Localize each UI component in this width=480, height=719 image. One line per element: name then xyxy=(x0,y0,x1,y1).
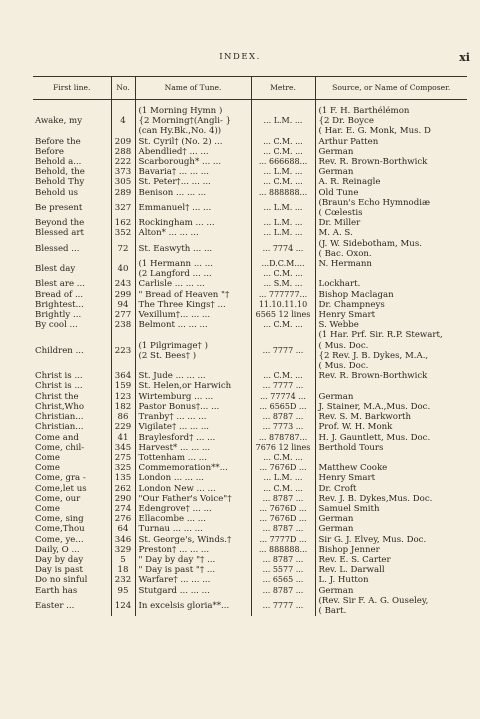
first-line-cell: Day is past xyxy=(33,565,111,575)
source-cell: Dr. Miller xyxy=(318,218,361,229)
tune-name-cell: Stutgard ... ... ... xyxy=(135,586,251,596)
first-line-cell: Christ is ... xyxy=(33,371,111,381)
number-cell: 305 xyxy=(111,177,135,187)
table-header-row xyxy=(33,77,467,100)
number-cell: 288 xyxy=(111,147,135,157)
metre-cell: ... 6565 ... xyxy=(251,575,315,585)
tune-name-cell: Wirtemburg ... ... xyxy=(135,392,251,402)
table-row xyxy=(33,300,467,310)
number-cell: 64 xyxy=(111,524,135,534)
first-line-cell: Beyond the xyxy=(33,218,111,228)
table-row xyxy=(33,473,467,483)
table-row xyxy=(33,433,467,443)
table-row xyxy=(33,596,467,606)
source-cell: M. A. S. xyxy=(318,228,353,239)
source-cell: German xyxy=(318,514,354,525)
metre-cell: ... C.M. ... xyxy=(251,147,315,157)
metre-cell: ... S.M. ... xyxy=(251,279,315,289)
table-row xyxy=(33,106,467,116)
metre-cell: ... 7777 ... xyxy=(251,330,315,371)
first-line-cell: Come, our xyxy=(33,494,111,504)
source-cell: (Rev. Sir F. A. G. Ouseley, xyxy=(318,595,429,606)
first-line-cell: Christ is ... xyxy=(33,381,111,391)
first-line-cell: Before xyxy=(33,147,111,157)
number-cell: 95 xyxy=(111,586,135,596)
table-row xyxy=(33,514,467,524)
number-cell: 276 xyxy=(111,514,135,524)
source-cell: ( Bac. Oxon. xyxy=(318,248,372,259)
first-line-cell: Blest are ... xyxy=(33,279,111,289)
table-row xyxy=(33,565,467,575)
source-cell: Henry Smart xyxy=(318,310,376,321)
table-row xyxy=(33,443,467,453)
number-cell: 124 xyxy=(111,596,135,616)
source-cell: H. J. Gauntlett, Mus. Doc. xyxy=(318,432,431,443)
column-header-first-line: First line. xyxy=(33,77,111,100)
number-cell: 182 xyxy=(111,402,135,412)
first-line-cell: Come xyxy=(33,463,111,473)
tune-name-cell: St. Helen,or Harwich xyxy=(135,381,251,391)
source-cell: Berthold Tours xyxy=(318,442,384,453)
source-cell: Prof. W. H. Monk xyxy=(318,422,393,433)
source-cell: (Braun's Echo Hymnodiæ xyxy=(318,197,431,208)
tune-name-cell: Tranby† ... ... ... xyxy=(135,412,251,422)
number-cell: 325 xyxy=(111,463,135,473)
tune-name-cell: (can Hy.Bk.,No. 4)) xyxy=(135,126,251,136)
metre-cell: ... 888888... xyxy=(251,188,315,198)
tune-name-cell: " Day by day "† ... xyxy=(135,555,251,565)
metre-cell: ... L.M. ... xyxy=(251,198,315,218)
source-cell: Sir G. J. Elvey, Mus. Doc. xyxy=(318,534,427,545)
number-cell: 162 xyxy=(111,218,135,228)
number-cell: 18 xyxy=(111,565,135,575)
first-line-cell: Christ the xyxy=(33,392,111,402)
source-cell: Lockhart. xyxy=(318,279,361,290)
tune-name-cell: St. Peter†... ... ... xyxy=(135,177,251,187)
table-row xyxy=(33,453,467,463)
number-cell: 232 xyxy=(111,575,135,585)
metre-cell: ... 8787 ... xyxy=(251,494,315,504)
tune-name-cell: (1 Hermann ... ... xyxy=(135,259,251,269)
tune-name-cell: London New ... ... xyxy=(135,484,251,494)
table-row xyxy=(33,137,467,147)
metre-cell: ... C.M. ... xyxy=(251,371,315,381)
number-cell: 290 xyxy=(111,494,135,504)
table-row xyxy=(33,157,467,167)
source-cell: (1 Har. Prf. Sir. R.P. Stewart, xyxy=(318,330,443,341)
tune-name-cell: St. Cyril† (No. 2) ... xyxy=(135,137,251,147)
first-line-cell: Come and xyxy=(33,433,111,443)
metre-cell: ... 6565D ... xyxy=(251,402,315,412)
column-header-source: Source, or Name of Composer. xyxy=(315,77,467,100)
first-line-cell: Come,let us xyxy=(33,484,111,494)
source-cell: Matthew Cooke xyxy=(318,463,388,474)
tune-name-cell: Vigilate† ... ... ... xyxy=(135,422,251,432)
number-cell: 135 xyxy=(111,473,135,483)
source-cell: Rev. S. M. Barkworth xyxy=(318,412,412,423)
table-row xyxy=(33,198,467,208)
tune-name-cell: Commemoration**... xyxy=(135,463,251,473)
tune-name-cell: Turnau ... ... ... xyxy=(135,524,251,534)
number-cell: 345 xyxy=(111,443,135,453)
number-cell: 277 xyxy=(111,310,135,320)
metre-cell: 7676 12 lines xyxy=(251,443,315,453)
metre-cell: ... 5577 ... xyxy=(251,565,315,575)
first-line-cell: Come,Thou xyxy=(33,524,111,534)
table-row xyxy=(33,504,467,514)
source-cell: ( Mus. Doc. xyxy=(318,361,369,372)
table-row xyxy=(33,218,467,228)
table-row xyxy=(33,422,467,432)
source-cell: German xyxy=(318,167,354,178)
metre-cell: ... C.M. ... xyxy=(251,269,315,279)
metre-cell: ... 77774 ... xyxy=(251,392,315,402)
tune-name-cell: Belmont ... ... ... xyxy=(135,320,251,330)
source-cell: ( Bart. xyxy=(318,605,347,616)
metre-cell: ... 8787 ... xyxy=(251,524,315,534)
table-row xyxy=(33,402,467,412)
source-cell: ( Mus. Doc. xyxy=(318,340,369,351)
source-cell: German xyxy=(318,391,354,402)
page-header-title: INDEX. xyxy=(219,52,261,62)
tune-name-cell xyxy=(135,330,251,371)
first-line-cell: Behold, the xyxy=(33,167,111,177)
source-cell: N. Hermann xyxy=(318,259,372,270)
table-row xyxy=(33,545,467,555)
number-cell: 5 xyxy=(111,555,135,565)
source-cell: A. R. Reinagle xyxy=(318,177,381,188)
tune-name-cell: {2 Morning†(Angli- } xyxy=(135,116,251,126)
first-line-cell: Brightest... xyxy=(33,300,111,310)
metre-cell: ... L.M. ... xyxy=(251,167,315,177)
tune-name-cell: (1 Morning Hymn ) xyxy=(135,106,251,116)
source-cell: (1 F. H. Barthélémon xyxy=(318,106,410,116)
first-line-cell: Come, sing xyxy=(33,514,111,524)
source-cell: Bishop Maclagan xyxy=(318,289,394,300)
number-cell: 262 xyxy=(111,484,135,494)
source-cell xyxy=(315,453,467,463)
number-cell: 327 xyxy=(111,198,135,218)
table-row xyxy=(33,412,467,422)
metre-cell: ... 7773 ... xyxy=(251,422,315,432)
number-cell: 4 xyxy=(111,106,135,137)
metre-cell: ... L.M. ... xyxy=(251,473,315,483)
first-line-cell: Bread of ... xyxy=(33,290,111,300)
first-line-cell: Children ... xyxy=(33,330,111,371)
metre-cell: ... 7676D ... xyxy=(251,504,315,514)
first-line-cell: Come, ye... xyxy=(33,535,111,545)
source-cell: Rev. J. B. Dykes,Mus. Doc. xyxy=(318,493,433,504)
table-row xyxy=(33,330,467,340)
tune-name-cell: (2 Langford ... ... xyxy=(135,269,251,279)
source-cell: S. Webbe xyxy=(318,320,359,331)
tune-name-cell: Edengrove† ... ... xyxy=(135,504,251,514)
metre-cell: ... 8787 ... xyxy=(251,586,315,596)
tune-name-cell: Abendlied† ... ... xyxy=(135,147,251,157)
source-cell: Samuel Smith xyxy=(318,503,380,514)
first-line-cell: Day by day xyxy=(33,555,111,565)
number-cell: 289 xyxy=(111,188,135,198)
tune-name-cell: Carlisle ... ... ... xyxy=(135,279,251,289)
tune-name-cell: In excelsis gloria**... xyxy=(135,596,251,616)
tune-name-cell-line: (1 Pilgrimage† ) xyxy=(138,340,208,351)
metre-cell: ... 8787 ... xyxy=(251,555,315,565)
column-header-number: No. xyxy=(111,77,135,100)
tune-name-cell: " Bread of Heaven "† xyxy=(135,290,251,300)
number-cell: 352 xyxy=(111,228,135,238)
source-cell: ( Cœlestis xyxy=(318,208,363,219)
tune-name-cell: The Three Kings† ... xyxy=(135,300,251,310)
table-row xyxy=(33,463,467,473)
source-cell: {2 Rev. J. B. Dykes, M.A., xyxy=(318,350,429,361)
source-cell: {2 Dr. Boyce xyxy=(318,116,374,127)
first-line-cell: Come, chil- xyxy=(33,443,111,453)
metre-cell: ... L.M. ... xyxy=(251,106,315,137)
source-cell: Rev. R. Brown-Borthwick xyxy=(318,157,428,168)
tune-name-cell: Emmanuel† ... ... xyxy=(135,198,251,218)
source-cell: L. J. Hutton xyxy=(318,575,369,586)
number-cell: 364 xyxy=(111,371,135,381)
metre-cell: ... 7676D ... xyxy=(251,514,315,524)
table-row xyxy=(33,494,467,504)
metre-cell: ... 7676D ... xyxy=(251,463,315,473)
number-cell: 86 xyxy=(111,412,135,422)
table-row xyxy=(33,310,467,320)
tune-name-cell: Scarborough* ... ... xyxy=(135,157,251,167)
number-cell: 223 xyxy=(111,330,135,371)
table-row xyxy=(33,188,467,198)
first-line-cell: Daily, O ... xyxy=(33,545,111,555)
column-header-metre: Metre. xyxy=(251,77,315,100)
first-line-cell: Earth has xyxy=(33,586,111,596)
metre-cell: ...D.C.M.... xyxy=(251,259,315,269)
source-cell xyxy=(315,269,467,279)
table-row xyxy=(33,524,467,534)
number-cell: 94 xyxy=(111,300,135,310)
number-cell: 329 xyxy=(111,545,135,555)
tune-name-cell: "Our Father's Voice"† xyxy=(135,494,251,504)
table-row xyxy=(33,586,467,596)
first-line-cell: Behold Thy xyxy=(33,177,111,187)
metre-cell: ... 8787 ... xyxy=(251,412,315,422)
first-line-cell: Blessed ... xyxy=(33,239,111,259)
table-row xyxy=(33,320,467,330)
first-line-cell: Be present xyxy=(33,198,111,218)
first-line-cell: Blest day xyxy=(33,259,111,279)
table-row xyxy=(33,147,467,157)
tune-name-cell: " Day is past "† ... xyxy=(135,565,251,575)
source-cell: (J. W. Sidebotham, Mus. xyxy=(318,238,422,249)
metre-cell: ... L.M. ... xyxy=(251,228,315,238)
metre-cell: ... C.M. ... xyxy=(251,320,315,330)
table-row xyxy=(33,555,467,565)
tune-name-cell: Tottenham ... ... xyxy=(135,453,251,463)
source-cell: Bishop Jenner xyxy=(318,544,380,555)
metre-cell: ... 888888... xyxy=(251,545,315,555)
first-line-cell: Christian... xyxy=(33,412,111,422)
tune-name-cell: St. Easwyth ... ... xyxy=(135,239,251,259)
table-row xyxy=(33,259,467,269)
table-row xyxy=(33,381,467,391)
first-line-cell: Behold a... xyxy=(33,157,111,167)
number-cell: 346 xyxy=(111,535,135,545)
tune-name-cell: Vexillum†... ... ... xyxy=(135,310,251,320)
first-line-cell: Easter ... xyxy=(33,596,111,616)
metre-cell: ... 7774 ... xyxy=(251,239,315,259)
metre-cell: ... 666688... xyxy=(251,157,315,167)
table-body xyxy=(33,106,467,616)
metre-cell: ... L.M. ... xyxy=(251,218,315,228)
number-cell: 41 xyxy=(111,433,135,443)
source-cell: German xyxy=(318,146,354,157)
table-row xyxy=(33,279,467,289)
source-cell: Rev. E. S. Carter xyxy=(318,554,391,565)
metre-cell: 6565 12 lines xyxy=(251,310,315,320)
table-row xyxy=(33,371,467,381)
tune-name-cell: London ... ... ... xyxy=(135,473,251,483)
source-cell: German xyxy=(318,524,354,535)
first-line-cell: Brightly ... xyxy=(33,310,111,320)
metre-cell: ... 7777D ... xyxy=(251,535,315,545)
metre-cell: ... 878787... xyxy=(251,433,315,443)
metre-cell: ... C.M. ... xyxy=(251,177,315,187)
metre-cell: ... C.M. ... xyxy=(251,453,315,463)
table-row xyxy=(33,228,467,238)
table-row xyxy=(33,575,467,585)
table-row xyxy=(33,484,467,494)
number-cell: 229 xyxy=(111,422,135,432)
number-cell: 123 xyxy=(111,392,135,402)
page-number: xi xyxy=(459,51,470,64)
tune-name-cell: Rockingham ... ... xyxy=(135,218,251,228)
table-row xyxy=(33,239,467,249)
source-cell: Rev. L. Darwall xyxy=(318,565,385,576)
source-cell: Rev. R. Brown-Borthwick xyxy=(318,371,428,382)
tune-name-cell: Harvest* ... ... ... xyxy=(135,443,251,453)
first-line-cell: By cool ... xyxy=(33,320,111,330)
number-cell: 40 xyxy=(111,259,135,279)
source-cell: Dr. Champneys xyxy=(318,299,385,310)
tune-name-cell: Alton* ... ... ... xyxy=(135,228,251,238)
tune-name-cell: Bavaria† ... ... ... xyxy=(135,167,251,177)
number-cell: 275 xyxy=(111,453,135,463)
table-row xyxy=(33,290,467,300)
metre-cell: ... C.M. ... xyxy=(251,137,315,147)
first-line-cell: Awake, my xyxy=(33,106,111,137)
tune-name-cell: Preston† ... ... ... xyxy=(135,545,251,555)
column-header-tune: Name of Tune. xyxy=(135,77,251,100)
first-line-cell: Blessed art xyxy=(33,228,111,238)
source-cell: J. Stainer, M.A.,Mus. Doc. xyxy=(318,401,431,412)
table-row xyxy=(33,535,467,545)
source-cell: Old Tune xyxy=(318,187,359,198)
metre-cell: 11.10.11.10 xyxy=(251,300,315,310)
tune-name-cell: Braylesford† ... ... xyxy=(135,433,251,443)
table-row xyxy=(33,392,467,402)
number-cell: 238 xyxy=(111,320,135,330)
number-cell: 243 xyxy=(111,279,135,289)
tune-name-cell: St. George's, Winds.† xyxy=(135,535,251,545)
metre-cell: ... 7777 ... xyxy=(251,596,315,616)
source-cell: ( Har. E. G. Monk, Mus. D xyxy=(318,126,431,137)
tune-name-cell: St. Jude ... ... ... xyxy=(135,371,251,381)
first-line-cell: Before the xyxy=(33,137,111,147)
source-cell: Arthur Patten xyxy=(318,136,379,147)
number-cell: 159 xyxy=(111,381,135,391)
source-cell: German xyxy=(318,585,354,596)
first-line-cell: Do no sinful xyxy=(33,575,111,585)
table-row xyxy=(33,167,467,177)
first-line-cell: Behold us xyxy=(33,188,111,198)
metre-cell: ... 777777... xyxy=(251,290,315,300)
tune-name-cell: Pastor Bonus†... ... xyxy=(135,402,251,412)
table-row xyxy=(33,177,467,187)
number-cell: 373 xyxy=(111,167,135,177)
first-line-cell: Come xyxy=(33,504,111,514)
source-cell xyxy=(315,381,467,391)
tune-name-cell: Ellacombe ... ... xyxy=(135,514,251,524)
tune-name-cell-line: (2 St. Bees† ) xyxy=(138,350,197,361)
first-line-cell: Come, gra - xyxy=(33,473,111,483)
source-cell: Dr. Croft xyxy=(318,483,357,494)
tune-name-cell: Warfare† ... ... ... xyxy=(135,575,251,585)
tune-name-cell: Benison ... ... ... xyxy=(135,188,251,198)
tune-index-table xyxy=(33,76,467,616)
number-cell: 72 xyxy=(111,239,135,259)
source-cell: Henry Smart xyxy=(318,473,376,484)
number-cell: 222 xyxy=(111,157,135,167)
first-line-cell: Come xyxy=(33,453,111,463)
number-cell: 274 xyxy=(111,504,135,514)
number-cell: 209 xyxy=(111,137,135,147)
first-line-cell: Christ,Who xyxy=(33,402,111,412)
metre-cell: ... 7777 ... xyxy=(251,381,315,391)
metre-cell: ... C.M. ... xyxy=(251,484,315,494)
first-line-cell: Christian... xyxy=(33,422,111,432)
number-cell: 299 xyxy=(111,290,135,300)
